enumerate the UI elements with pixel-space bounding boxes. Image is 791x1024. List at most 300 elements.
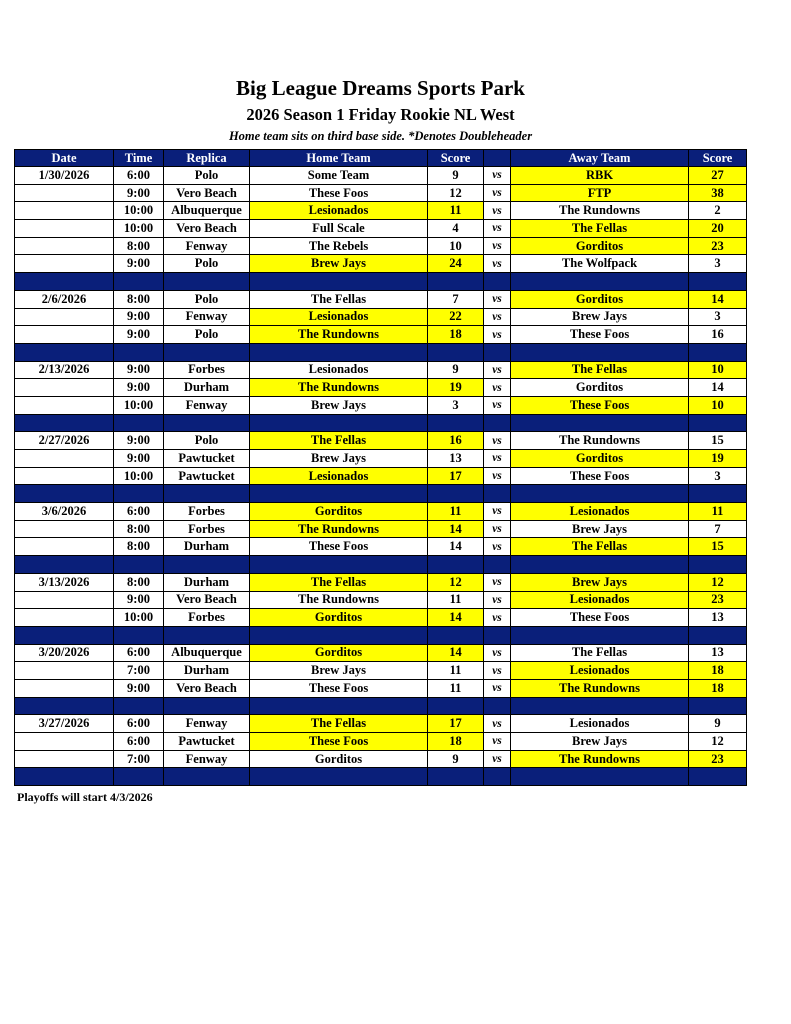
away-team: FTP: [511, 184, 689, 202]
game-replica: Pawtucket: [164, 733, 250, 751]
game-time: 8:00: [114, 573, 164, 591]
home-score: 11: [428, 679, 484, 697]
vs-label: vs: [484, 220, 511, 238]
separator-cell: [484, 343, 511, 361]
home-team: Brew Jays: [250, 396, 428, 414]
separator-cell: [689, 273, 747, 291]
game-date: 2/13/2026: [15, 361, 114, 379]
separator-cell: [164, 273, 250, 291]
week-separator: [15, 768, 747, 786]
table-row: [15, 573, 747, 591]
game-replica: Forbes: [164, 503, 250, 521]
table-row: [15, 679, 747, 697]
game-time: 9:00: [114, 308, 164, 326]
home-team: The Fellas: [250, 715, 428, 733]
separator-cell: [428, 485, 484, 503]
table-row: [15, 237, 747, 255]
separator-cell: [428, 626, 484, 644]
away-team: The Fellas: [511, 220, 689, 238]
table-row: [15, 450, 747, 468]
table-row: [15, 184, 747, 202]
game-date: [15, 609, 114, 627]
away-team: The Rundowns: [511, 202, 689, 220]
separator-cell: [250, 556, 428, 574]
separator-cell: [15, 414, 114, 432]
game-time: 10:00: [114, 220, 164, 238]
separator-cell: [484, 768, 511, 786]
game-date: [15, 237, 114, 255]
separator-cell: [689, 343, 747, 361]
game-time: 6:00: [114, 503, 164, 521]
vs-label: vs: [484, 573, 511, 591]
away-team: RBK: [511, 167, 689, 185]
separator-cell: [164, 485, 250, 503]
header-away-score: Score: [689, 150, 747, 167]
vs-label: vs: [484, 202, 511, 220]
game-time: 9:00: [114, 379, 164, 397]
home-team: These Foos: [250, 538, 428, 556]
game-replica: Durham: [164, 379, 250, 397]
schedule-body: [15, 167, 747, 786]
game-time: 6:00: [114, 715, 164, 733]
game-date: 2/6/2026: [15, 290, 114, 308]
separator-cell: [428, 697, 484, 715]
away-score: 38: [689, 184, 747, 202]
separator-cell: [250, 414, 428, 432]
away-team: Brew Jays: [511, 520, 689, 538]
away-team: These Foos: [511, 609, 689, 627]
game-replica: Fenway: [164, 237, 250, 255]
vs-label: vs: [484, 715, 511, 733]
game-replica: Polo: [164, 167, 250, 185]
home-score: 11: [428, 591, 484, 609]
separator-cell: [484, 556, 511, 574]
away-score: 19: [689, 450, 747, 468]
away-team: Lesionados: [511, 503, 689, 521]
home-score: 14: [428, 644, 484, 662]
separator-cell: [250, 485, 428, 503]
table-row: [15, 733, 747, 751]
game-time: 7:00: [114, 750, 164, 768]
home-score: 9: [428, 167, 484, 185]
game-date: 2/27/2026: [15, 432, 114, 450]
home-team: Gorditos: [250, 503, 428, 521]
week-separator: [15, 485, 747, 503]
game-time: 10:00: [114, 202, 164, 220]
separator-cell: [511, 414, 689, 432]
vs-label: vs: [484, 733, 511, 751]
game-replica: Forbes: [164, 520, 250, 538]
home-team: The Fellas: [250, 573, 428, 591]
table-row: [15, 503, 747, 521]
table-row: [15, 308, 747, 326]
game-replica: Vero Beach: [164, 184, 250, 202]
week-separator: [15, 626, 747, 644]
home-team: Lesionados: [250, 361, 428, 379]
vs-label: vs: [484, 255, 511, 273]
home-score: 11: [428, 503, 484, 521]
away-team: The Fellas: [511, 361, 689, 379]
game-replica: Pawtucket: [164, 467, 250, 485]
game-date: [15, 520, 114, 538]
vs-label: vs: [484, 538, 511, 556]
away-team: Brew Jays: [511, 733, 689, 751]
game-time: 9:00: [114, 679, 164, 697]
vs-label: vs: [484, 609, 511, 627]
away-team: Gorditos: [511, 450, 689, 468]
home-team: Gorditos: [250, 750, 428, 768]
away-team: These Foos: [511, 467, 689, 485]
separator-cell: [15, 697, 114, 715]
separator-cell: [114, 485, 164, 503]
game-time: 10:00: [114, 609, 164, 627]
game-time: 8:00: [114, 290, 164, 308]
separator-cell: [428, 273, 484, 291]
schedule-table: [14, 149, 747, 786]
separator-cell: [164, 697, 250, 715]
away-team: The Rundowns: [511, 679, 689, 697]
game-replica: Durham: [164, 573, 250, 591]
away-score: 12: [689, 733, 747, 751]
away-score: 13: [689, 644, 747, 662]
separator-cell: [250, 343, 428, 361]
game-replica: Fenway: [164, 396, 250, 414]
home-score: 3: [428, 396, 484, 414]
game-replica: Albuquerque: [164, 644, 250, 662]
header-home-score: Score: [428, 150, 484, 167]
footer-note: Playoffs will start 4/3/2026: [17, 790, 153, 804]
separator-cell: [428, 556, 484, 574]
home-score: 12: [428, 184, 484, 202]
separator-cell: [114, 414, 164, 432]
home-team: Lesionados: [250, 202, 428, 220]
separator-cell: [689, 626, 747, 644]
away-team: Brew Jays: [511, 308, 689, 326]
table-row: [15, 379, 747, 397]
home-team: The Fellas: [250, 432, 428, 450]
away-score: 16: [689, 326, 747, 344]
game-replica: Polo: [164, 326, 250, 344]
game-date: [15, 308, 114, 326]
header-vs: [484, 150, 511, 167]
away-score: 20: [689, 220, 747, 238]
away-team: Gorditos: [511, 290, 689, 308]
vs-label: vs: [484, 520, 511, 538]
away-score: 10: [689, 361, 747, 379]
game-replica: Durham: [164, 662, 250, 680]
game-time: 8:00: [114, 237, 164, 255]
home-score: 14: [428, 538, 484, 556]
separator-cell: [15, 485, 114, 503]
separator-cell: [484, 697, 511, 715]
home-team: The Rebels: [250, 237, 428, 255]
home-team: These Foos: [250, 733, 428, 751]
separator-cell: [15, 343, 114, 361]
home-score: 17: [428, 467, 484, 485]
table-row: [15, 290, 747, 308]
separator-cell: [511, 626, 689, 644]
game-replica: Polo: [164, 432, 250, 450]
game-date: 1/30/2026: [15, 167, 114, 185]
page-subtitle: 2026 Season 1 Friday Rookie NL West: [246, 105, 515, 124]
separator-cell: [689, 485, 747, 503]
game-date: 3/13/2026: [15, 573, 114, 591]
separator-cell: [511, 556, 689, 574]
separator-cell: [15, 768, 114, 786]
game-time: 9:00: [114, 184, 164, 202]
game-date: [15, 538, 114, 556]
separator-cell: [484, 414, 511, 432]
game-date: 3/20/2026: [15, 644, 114, 662]
game-replica: Pawtucket: [164, 450, 250, 468]
separator-cell: [114, 343, 164, 361]
home-team: The Rundowns: [250, 520, 428, 538]
game-replica: Forbes: [164, 609, 250, 627]
table-row: [15, 538, 747, 556]
separator-cell: [164, 626, 250, 644]
away-team: Lesionados: [511, 662, 689, 680]
home-score: 4: [428, 220, 484, 238]
separator-cell: [114, 556, 164, 574]
vs-label: vs: [484, 167, 511, 185]
away-score: 18: [689, 679, 747, 697]
vs-label: vs: [484, 379, 511, 397]
separator-cell: [511, 273, 689, 291]
game-time: 9:00: [114, 591, 164, 609]
separator-cell: [164, 768, 250, 786]
vs-label: vs: [484, 237, 511, 255]
away-team: Lesionados: [511, 715, 689, 733]
vs-label: vs: [484, 184, 511, 202]
away-score: 11: [689, 503, 747, 521]
home-team: Full Scale: [250, 220, 428, 238]
table-row: [15, 520, 747, 538]
game-date: [15, 220, 114, 238]
table-row: [15, 750, 747, 768]
vs-label: vs: [484, 679, 511, 697]
away-team: These Foos: [511, 326, 689, 344]
away-score: 3: [689, 467, 747, 485]
table-row: [15, 326, 747, 344]
table-row: [15, 220, 747, 238]
separator-cell: [15, 556, 114, 574]
separator-cell: [164, 556, 250, 574]
game-time: 7:00: [114, 662, 164, 680]
game-date: [15, 396, 114, 414]
away-score: 23: [689, 750, 747, 768]
away-team: Gorditos: [511, 237, 689, 255]
game-replica: Fenway: [164, 308, 250, 326]
game-date: [15, 679, 114, 697]
table-row: [15, 396, 747, 414]
away-team: Gorditos: [511, 379, 689, 397]
separator-cell: [484, 626, 511, 644]
home-score: 18: [428, 326, 484, 344]
home-team: Gorditos: [250, 609, 428, 627]
vs-label: vs: [484, 503, 511, 521]
home-score: 12: [428, 573, 484, 591]
separator-cell: [689, 768, 747, 786]
home-score: 22: [428, 308, 484, 326]
header-away-team: Away Team: [511, 150, 689, 167]
home-team: These Foos: [250, 679, 428, 697]
vs-label: vs: [484, 644, 511, 662]
separator-cell: [511, 485, 689, 503]
table-row: [15, 167, 747, 185]
separator-cell: [15, 273, 114, 291]
separator-cell: [689, 414, 747, 432]
game-time: 9:00: [114, 432, 164, 450]
home-team: The Fellas: [250, 290, 428, 308]
separator-cell: [164, 343, 250, 361]
header-replica: Replica: [164, 150, 250, 167]
away-score: 14: [689, 379, 747, 397]
game-time: 9:00: [114, 450, 164, 468]
home-team: Some Team: [250, 167, 428, 185]
game-date: [15, 591, 114, 609]
home-team: The Rundowns: [250, 591, 428, 609]
game-time: 6:00: [114, 167, 164, 185]
table-row: [15, 644, 747, 662]
table-row: [15, 609, 747, 627]
separator-cell: [250, 626, 428, 644]
separator-cell: [428, 343, 484, 361]
home-score: 11: [428, 202, 484, 220]
table-row: [15, 467, 747, 485]
separator-cell: [250, 273, 428, 291]
home-score: 9: [428, 750, 484, 768]
game-date: [15, 379, 114, 397]
table-header-row: [15, 150, 747, 167]
home-team: These Foos: [250, 184, 428, 202]
separator-cell: [511, 697, 689, 715]
game-replica: Durham: [164, 538, 250, 556]
game-replica: Albuquerque: [164, 202, 250, 220]
game-replica: Vero Beach: [164, 220, 250, 238]
home-score: 17: [428, 715, 484, 733]
separator-cell: [511, 768, 689, 786]
game-replica: Polo: [164, 290, 250, 308]
game-time: 9:00: [114, 361, 164, 379]
vs-label: vs: [484, 450, 511, 468]
away-score: 2: [689, 202, 747, 220]
table-row: [15, 361, 747, 379]
vs-label: vs: [484, 591, 511, 609]
home-score: 7: [428, 290, 484, 308]
vs-label: vs: [484, 467, 511, 485]
separator-cell: [15, 626, 114, 644]
away-score: 23: [689, 591, 747, 609]
separator-cell: [114, 768, 164, 786]
home-score: 14: [428, 520, 484, 538]
away-team: The Fellas: [511, 538, 689, 556]
home-team: Brew Jays: [250, 255, 428, 273]
away-score: 7: [689, 520, 747, 538]
away-score: 9: [689, 715, 747, 733]
home-team: The Rundowns: [250, 379, 428, 397]
separator-cell: [484, 273, 511, 291]
home-team: Brew Jays: [250, 450, 428, 468]
away-team: Lesionados: [511, 591, 689, 609]
away-team: Brew Jays: [511, 573, 689, 591]
home-score: 13: [428, 450, 484, 468]
separator-cell: [484, 485, 511, 503]
vs-label: vs: [484, 662, 511, 680]
game-time: 8:00: [114, 538, 164, 556]
home-team: The Rundowns: [250, 326, 428, 344]
week-separator: [15, 273, 747, 291]
table-row: [15, 662, 747, 680]
home-score: 9: [428, 361, 484, 379]
game-date: [15, 184, 114, 202]
away-team: The Fellas: [511, 644, 689, 662]
game-time: 8:00: [114, 520, 164, 538]
home-score: 16: [428, 432, 484, 450]
page-title: Big League Dreams Sports Park: [236, 76, 525, 100]
week-separator: [15, 414, 747, 432]
page-note: Home team sits on third base side. *Denotes Doubleheader: [228, 129, 533, 143]
away-score: 18: [689, 662, 747, 680]
separator-cell: [250, 768, 428, 786]
separator-cell: [114, 626, 164, 644]
game-replica: Vero Beach: [164, 591, 250, 609]
home-score: 11: [428, 662, 484, 680]
separator-cell: [428, 768, 484, 786]
separator-cell: [428, 414, 484, 432]
game-date: [15, 202, 114, 220]
game-date: [15, 255, 114, 273]
vs-label: vs: [484, 308, 511, 326]
vs-label: vs: [484, 326, 511, 344]
table-row: [15, 432, 747, 450]
away-score: 3: [689, 255, 747, 273]
header-time: Time: [114, 150, 164, 167]
away-score: 15: [689, 538, 747, 556]
away-team: The Rundowns: [511, 750, 689, 768]
away-score: 13: [689, 609, 747, 627]
table-row: [15, 591, 747, 609]
game-replica: Vero Beach: [164, 679, 250, 697]
home-score: 19: [428, 379, 484, 397]
game-date: [15, 450, 114, 468]
home-team: Lesionados: [250, 308, 428, 326]
game-date: [15, 662, 114, 680]
away-score: 10: [689, 396, 747, 414]
away-team: The Rundowns: [511, 432, 689, 450]
game-date: [15, 750, 114, 768]
game-time: 10:00: [114, 467, 164, 485]
separator-cell: [114, 273, 164, 291]
separator-cell: [511, 343, 689, 361]
separator-cell: [689, 697, 747, 715]
vs-label: vs: [484, 432, 511, 450]
away-score: 23: [689, 237, 747, 255]
home-score: 14: [428, 609, 484, 627]
home-team: Gorditos: [250, 644, 428, 662]
week-separator: [15, 343, 747, 361]
away-score: 15: [689, 432, 747, 450]
game-date: [15, 733, 114, 751]
week-separator: [15, 556, 747, 574]
home-score: 18: [428, 733, 484, 751]
vs-label: vs: [484, 396, 511, 414]
header-date: Date: [15, 150, 114, 167]
table-row: [15, 255, 747, 273]
game-time: 6:00: [114, 644, 164, 662]
week-separator: [15, 697, 747, 715]
game-date: 3/27/2026: [15, 715, 114, 733]
home-score: 10: [428, 237, 484, 255]
